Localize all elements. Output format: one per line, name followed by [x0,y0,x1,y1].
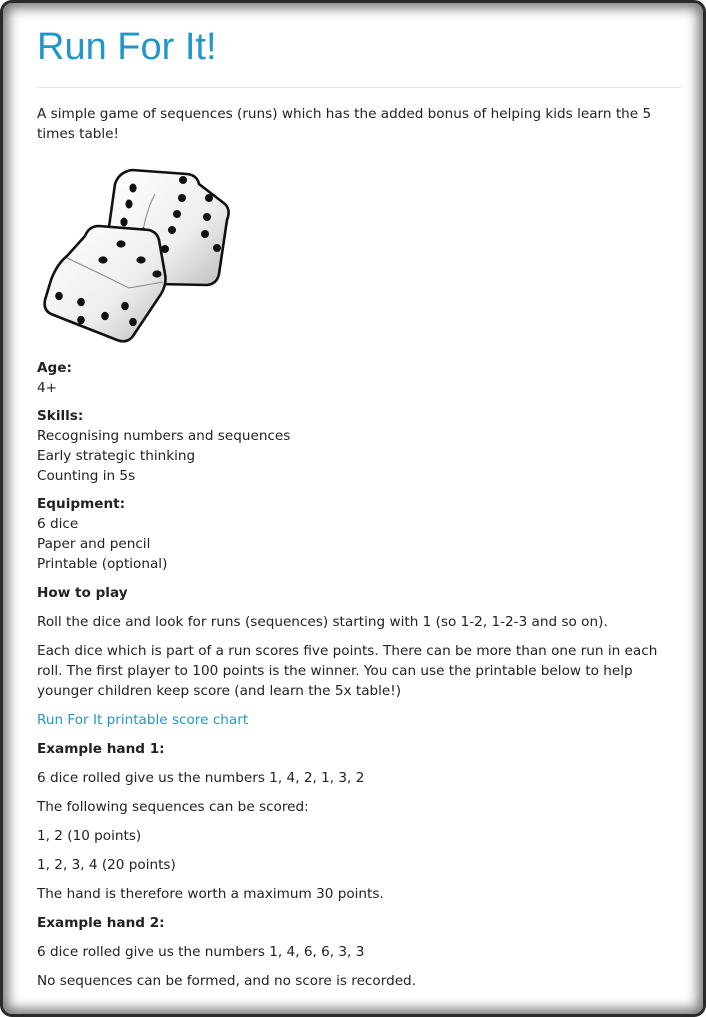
scoring-paragraph: Each dice which is part of a run scores five points. There can be more than one run in each roll. The first player to 100 points is the winner. You can use the printable below to help younger children keep score (and learn the 5x table!) [37,643,658,699]
skills-item: Early strategic thinking [37,448,196,464]
how-to-play-heading: How to play [37,585,128,601]
skills-section [37,406,681,486]
skills-item: Counting in 5s [37,468,136,484]
example-1-rolled: 6 dice rolled give us the numbers 1, 4, 2, 1, 3, 2 [37,770,365,786]
example-1-heading: Example hand 1: [37,741,165,757]
equipment-label: Equipment: [37,496,126,512]
dice-illustration [37,154,237,350]
example-2-rolled: 6 dice rolled give us the numbers 1, 4, 6, 6, 3, 3 [37,944,365,960]
intro-text: A simple game of sequences (runs) which has the added bonus of helping kids learn the 5 times table! [37,106,652,142]
equipment-item: Printable (optional) [37,556,168,572]
skills-item: Recognising numbers and sequences [37,428,291,444]
front-die [45,226,166,341]
age-label: Age: [37,360,72,376]
dice-icon [37,154,237,350]
example-2-heading: Example hand 2: [37,915,165,931]
equipment-section [37,494,681,574]
page-title: Run For It! [37,21,681,88]
article-content [37,21,681,991]
example-1-sequence: 1, 2, 3, 4 (20 points) [37,857,176,873]
age-section [37,358,681,398]
skills-label: Skills: [37,408,84,424]
example-1-sequence: 1, 2 (10 points) [37,828,142,844]
printable-score-chart-link[interactable]: Run For It printable score chart [37,712,249,728]
age-value: 4+ [37,380,58,396]
equipment-item: Paper and pencil [37,536,151,552]
example-1-worth: The hand is therefore worth a maximum 30 points. [37,886,384,902]
how-to-play-paragraph: Roll the dice and look for runs (sequences) starting with 1 (so 1-2, 1-2-3 and so on). [37,614,608,630]
example-2-result: No sequences can be formed, and no score is recorded. [37,973,417,989]
equipment-item: 6 dice [37,516,79,532]
example-1-following: The following sequences can be scored: [37,799,309,815]
